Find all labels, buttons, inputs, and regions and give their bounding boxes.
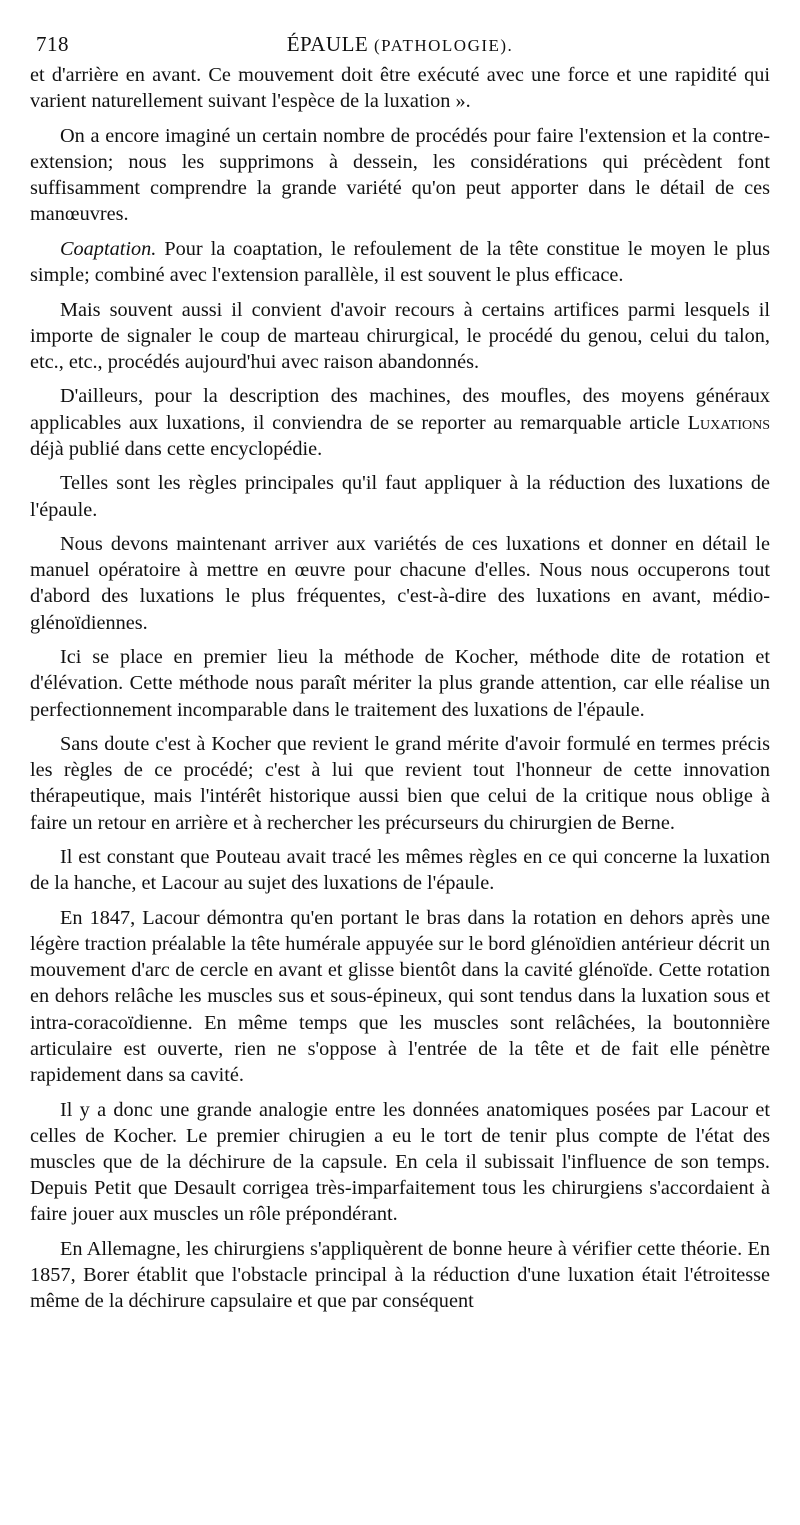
paragraph: et d'arrière en avant. Ce mouvement doit être exécuté avec une force et une rapidité qui varient naturellement suivant l'espèce de la luxation ». — [30, 64, 770, 113]
running-head-subtitle: (PATHOLOGIE). — [374, 36, 514, 55]
paragraph: Ici se place en premier lieu la méthode de Kocher, méthode dite de rotation et d'élévation. Cette méthode nous paraît mériter la plus grande attention, car elle réalise un perfectionnement incomparable dans le traitement des luxations de l'épaule. — [30, 646, 770, 721]
paragraph-text: Pour la coaptation, le refoulement de la tête constitue le moyen le plus simple; combiné avec l'extension parallèle, il est souvent le plus efficace. — [30, 237, 770, 287]
paragraph — [30, 236, 770, 288]
running-head — [30, 32, 770, 57]
paragraph: On a encore imaginé un certain nombre de procédés pour faire l'extension et la contre-extension; nous les supprimons à dessein, les considérations qui précèdent font suffisamment comprendre la grande variété qu'on peut apporter dans le détail de ces manœuvres. — [30, 124, 770, 226]
running-head-title: ÉPAULE — [286, 32, 369, 56]
paragraph: Il y a donc une grande analogie entre les données anatomiques posées par Lacour et celles de Kocher. Le premier chirugien a eu le tort de tenir plus compte de l'état des muscles que de la déchirure de la capsule. En cela il subissait l'influence de son temps. Depuis Petit que Desault corrigea très-imparfaitement tous les chirurgiens s'accordaient à faire jouer aux muscles un rôle prépondérant. — [30, 1098, 770, 1226]
paragraph: Nous devons maintenant arriver aux variétés de ces luxations et donner en détail le manuel opératoire à mettre en œuvre pour chacune d'elles. Nous nous occuperons tout d'abord des luxations le plus fréquentes, c'est-à-dire des luxations en avant, médio-glénoïdiennes. — [30, 533, 770, 634]
page-number: 718 — [36, 32, 69, 56]
paragraph: Telles sont les règles principales qu'il faut appliquer à la réduction des luxations de l'épaule. — [30, 472, 770, 521]
section-term: Coaptation. — [60, 237, 157, 260]
document-page — [30, 28, 770, 1315]
paragraph — [30, 383, 770, 462]
paragraph: Il est constant que Pouteau avait tracé les mêmes règles en ce qui concerne la luxation de la hanche, et Lacour au sujet des luxations de l'épaule. — [30, 846, 770, 895]
page-header — [30, 28, 770, 62]
paragraph: Sans doute c'est à Kocher que revient le grand mérite d'avoir formulé en termes précis les règles de ce procédé; c'est à lui que revient tout l'honneur de cette innovation thérapeutique, mais l'intérêt historique aussi bien que celui de la critique nous oblige à faire un retour en arrière et à rechercher les précurseurs du chirurgien de Berne. — [30, 733, 770, 834]
paragraph-text: D'ailleurs, pour la description des machines, des moufles, des moyens généraux applicables aux luxations, il conviendra de se reporter au remarquable article — [30, 385, 770, 434]
article-reference: Luxations — [687, 411, 770, 434]
paragraph: En 1847, Lacour démontra qu'en portant le bras dans la rotation en dehors après une légère traction préalable la tête humérale appuyée sur le bord glénoïdien antérieur décrit un mouvement d'arc de cercle en avant et glisse bientôt dans la cavité glénoïde. Cette rotation en dehors relâche les muscles sus et sous-épineux, qui sont tendus dans la luxation sous et intra-coracoïdienne. En même temps que les muscles sont relâchées, la boutonnière articulaire est ouverte, rien ne s'oppose à l'entrée de la tête et de fait elle pénètre rapidement dans sa cavité. — [30, 906, 770, 1087]
paragraph-text: déjà publié dans cette encyclopédie. — [30, 437, 323, 460]
paragraph: Mais souvent aussi il convient d'avoir recours à certains artifices parmi lesquels il importe de signaler le coup de marteau chirurgical, le procédé du genou, celui du talon, etc., etc., procédés aujourd'hui avec raison abandonnés. — [30, 298, 770, 373]
paragraph: En Allemagne, les chirurgiens s'appliquèrent de bonne heure à vérifier cette théorie. En 1857, Borer établit que l'obstacle principal à la réduction d'une luxation était l'étroitesse même de la déchirure capsulaire et que par conséquent — [30, 1237, 770, 1313]
body-text — [30, 62, 770, 1315]
